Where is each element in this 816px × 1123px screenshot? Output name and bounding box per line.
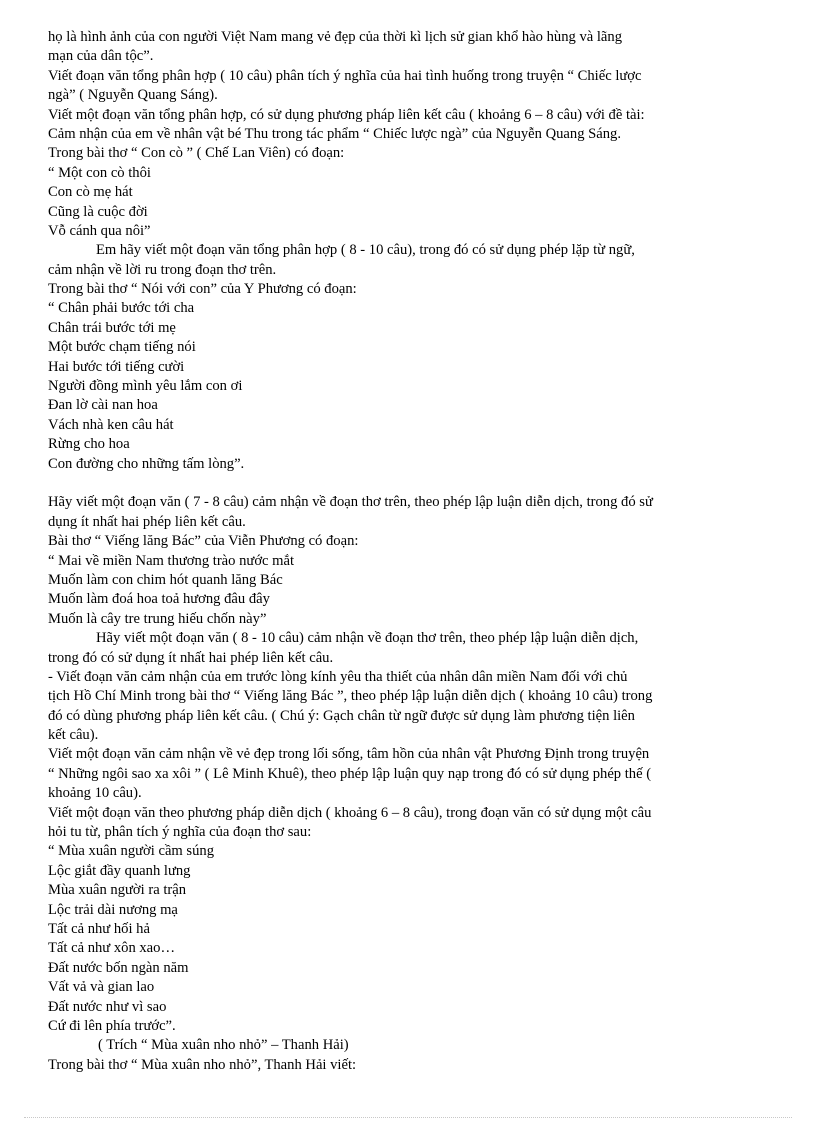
poem-line: “ Mùa xuân người cầm súng (48, 843, 214, 860)
prompt-line: cảm nhận về lời ru trong đoạn thơ trên. (48, 261, 277, 278)
poem-line: Đất nước như vì sao (48, 998, 167, 1015)
prompt-line: khoảng 10 câu). (48, 785, 142, 802)
prompt-line: Trong bài thơ “ Mùa xuân nho nhỏ”, Thanh Hải viết: (48, 1056, 357, 1073)
prompt-line: kết câu). (48, 727, 99, 744)
prompt-line: Viết một đoạn văn tổng phân hợp, có sử dụng phương pháp liên kết câu ( khoảng 6 – 8 câu) với đề tài: (48, 106, 645, 123)
prompt-line: Hãy viết một đoạn văn ( 7 - 8 câu) cảm nhận về đoạn thơ trên, theo phép lập luận diễn dịch, trong đó sử (48, 494, 653, 511)
text-line: họ là hình ảnh của con người Việt Nam mang vẻ đẹp của thời kì lịch sử gian khổ hào hùng và lãng (48, 29, 623, 45)
poem-line: Vỗ cánh qua nôi” (48, 222, 151, 239)
prompt-line: “ Những ngôi sao xa xôi ” ( Lê Minh Khuê), theo phép lập luận quy nạp trong đó có sử dụng phép thế ( (48, 765, 652, 782)
poem-line: Chân trái bước tới mẹ (48, 319, 176, 336)
poem-line: Vất vả và gian lao (48, 979, 155, 996)
poem-line: Muốn làm con chim hót quanh lăng Bác (48, 571, 283, 588)
poem-line: Cũng là cuộc đời (48, 203, 148, 220)
poem-line: “ Mai về miền Nam thương trào nước mắt (48, 552, 295, 569)
poem-line: Muốn là cây tre trung hiếu chốn này” (48, 610, 267, 627)
prompt-line: Trong bài thơ “ Nói với con” của Y Phương có đoạn: (48, 281, 357, 298)
prompt-line: hỏi tu từ, phân tích ý nghĩa của đoạn thơ sau: (48, 824, 312, 841)
poem-line: Cứ đi lên phía trước”. (48, 1017, 176, 1034)
prompt-line: đó có dùng phương pháp liên kết câu. ( Chú ý: Gạch chân từ ngữ được sử dụng làm phương tiện liên (48, 707, 635, 724)
poem-line: Một bước chạm tiếng nói (48, 339, 196, 356)
prompt-line: Viết một đoạn văn cảm nhận về vẻ đẹp trong lối sống, tâm hồn của nhân vật Phương Định trong truyện (48, 746, 650, 763)
poem-line: Tất cả như hối hả (48, 920, 150, 937)
poem-citation: ( Trích “ Mùa xuân nho nhỏ” – Thanh Hải) (98, 1037, 349, 1054)
text-line: mạn của dân tộc”. (48, 48, 154, 65)
poem-line: Đan lờ cài nan hoa (48, 397, 158, 414)
prompt-line: Viết đoạn văn tổng phân hợp ( 10 câu) phân tích ý nghĩa của hai tình huống trong truyện “ Chiếc lược (48, 67, 642, 84)
poem-line: Con cò mẹ hát (48, 184, 133, 201)
prompt-line: Trong bài thơ “ Con cò ” ( Chế Lan Viên) có đoạn: (48, 145, 345, 162)
prompt-line: Cảm nhận của em về nhân vật bé Thu trong tác phẩm “ Chiếc lược ngà” của Nguyễn Quang Sáng. (48, 125, 621, 142)
prompt-line: Viết một đoạn văn theo phương pháp diễn dịch ( khoảng 6 – 8 câu), trong đoạn văn có sử dụng một câu (48, 804, 652, 821)
poem-line: Hai bước tới tiếng cười (48, 358, 185, 375)
poem-line: Tất cả như xôn xao… (48, 940, 176, 957)
poem-line: Rừng cho hoa (48, 436, 130, 453)
poem-line: Con đường cho những tấm lòng”. (48, 455, 245, 472)
prompt-line: Em hãy viết một đoạn văn tổng phân hợp ( 8 - 10 câu), trong đó có sử dụng phép lặp từ ngữ, (96, 242, 635, 259)
prompt-line: Hãy viết một đoạn văn ( 8 - 10 câu) cảm nhận về đoạn thơ trên, theo phép lập luận diễn dịch, (96, 630, 639, 647)
poem-line: Lộc giắt đầy quanh lưng (48, 862, 191, 879)
blank-line (48, 474, 776, 493)
document-page (48, 28, 776, 1075)
prompt-line: tịch Hồ Chí Minh trong bài thơ “ Viếng lăng Bác ”, theo phép lập luận diễn dịch ( khoảng 10 câu) trong (48, 688, 653, 705)
page-bottom-divider (24, 1117, 792, 1118)
poem-line: Đất nước bốn ngàn năm (48, 959, 189, 976)
poem-line: Muốn làm đoá hoa toả hương đâu đây (48, 591, 270, 608)
poem-line: “ Chân phải bước tới cha (48, 300, 195, 317)
poem-line: Vách nhà ken câu hát (48, 416, 174, 433)
poem-line: Người đồng mình yêu lắm con ơi (48, 378, 243, 395)
prompt-line: Bài thơ “ Viếng lăng Bác” của Viễn Phương có đoạn: (48, 533, 359, 550)
poem-line: Mùa xuân người ra trận (48, 882, 187, 899)
prompt-line: dụng ít nhất hai phép liên kết câu. (48, 513, 246, 530)
prompt-line: trong đó có sử dụng ít nhất hai phép liên kết câu. (48, 649, 334, 666)
poem-line: Lộc trải dài nương mạ (48, 901, 178, 918)
prompt-line: ngà” ( Nguyễn Quang Sáng). (48, 87, 218, 104)
prompt-line: - Viết đoạn văn cảm nhận của em trước lòng kính yêu tha thiết của nhân dân miền Nam đối với chủ (48, 668, 628, 685)
poem-line: “ Một con cò thôi (48, 164, 151, 181)
